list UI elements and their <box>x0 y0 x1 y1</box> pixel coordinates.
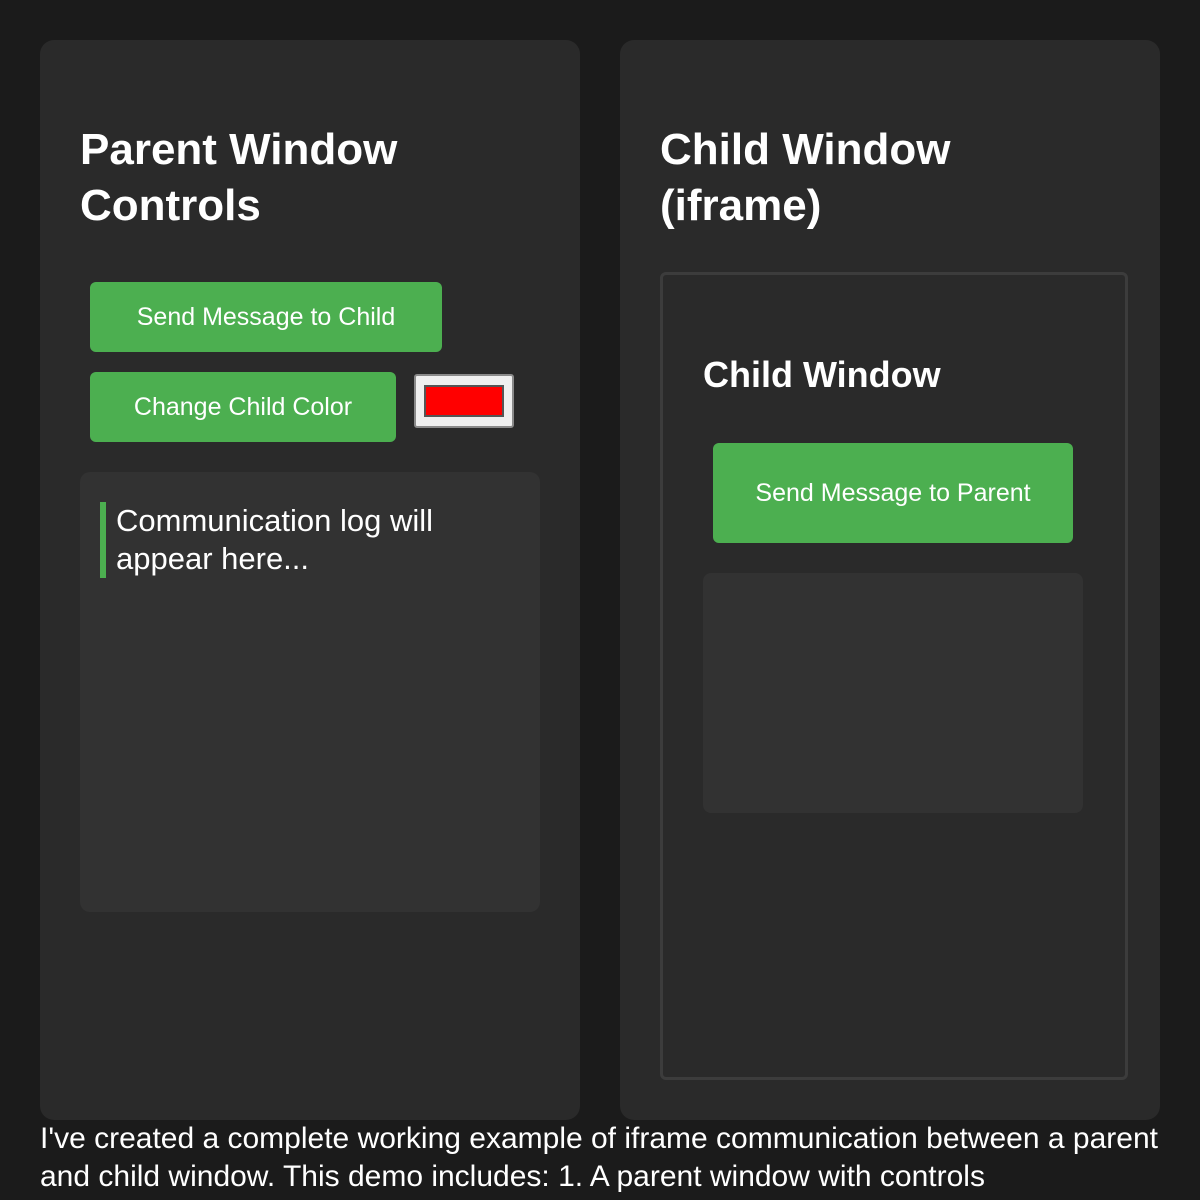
child-panel <box>620 40 1160 1120</box>
child-panel-title: Child Window (iframe) <box>660 125 951 230</box>
change-child-color-button[interactable]: Change Child Color <box>90 372 396 442</box>
assistant-response-text: I've created a complete working example of iframe communication between a parent and child window. This demo includes: 1. A parent window with controls <box>40 1122 1158 1193</box>
send-message-to-child-button[interactable]: Send Message to Child <box>90 282 442 352</box>
log-entry: Communication log will appear here... <box>100 502 496 578</box>
child-iframe[interactable] <box>660 272 1128 1080</box>
parent-panel-title: Parent Window Controls <box>80 125 398 230</box>
color-swatch <box>424 385 504 417</box>
color-picker-input[interactable] <box>414 374 514 428</box>
child-message-log <box>703 573 1083 813</box>
parent-panel <box>40 40 580 1120</box>
send-message-to-parent-button[interactable]: Send Message to Parent <box>713 443 1073 543</box>
child-window-title: Child Window <box>703 354 941 395</box>
communication-log <box>80 472 540 912</box>
